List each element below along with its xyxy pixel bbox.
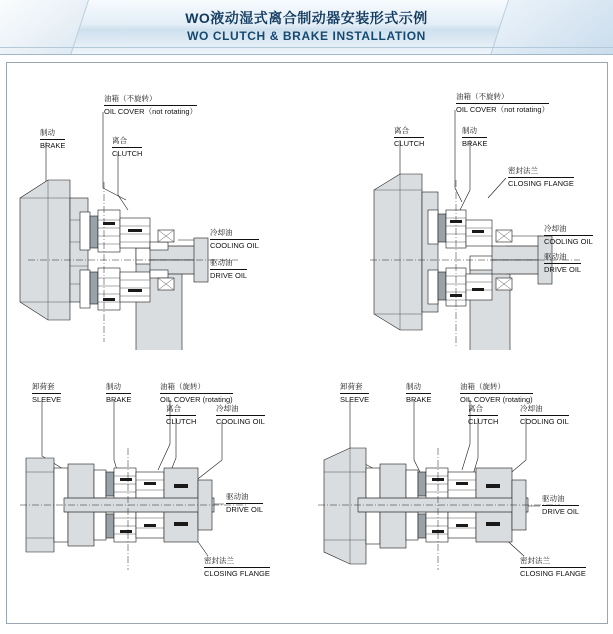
- callout-oil-cover: 油箱（旋转） OIL COVER (rotating): [160, 382, 233, 404]
- page-title-cn: WO液动湿式离合制动器安装形式示例: [185, 10, 428, 26]
- callout-drive-oil: 驱动油 DRIVE OIL: [226, 492, 264, 514]
- callout-brake: 制动 BRAKE: [462, 126, 488, 148]
- callout-clutch: 离合 CLUTCH: [468, 404, 499, 426]
- callout-closing-flange: 密封法兰 CLOSING FLANGE: [520, 556, 586, 578]
- callout-closing-flange: 密封法兰 CLOSING FLANGE: [508, 166, 574, 188]
- figure-top-right: [310, 70, 605, 350]
- page-title-en: WO CLUTCH & BRAKE INSTALLATION: [187, 29, 426, 43]
- callout-brake: 制动 BRAKE: [40, 128, 66, 150]
- header-banner: [0, 0, 613, 55]
- callout-cooling-oil: 冷却油 COOLING OIL: [216, 404, 265, 426]
- callout-cooling-oil: 冷却油 COOLING OIL: [544, 224, 593, 246]
- callout-drive-oil: 驱动油 DRIVE OIL: [210, 258, 248, 280]
- callout-cooling-oil: 冷却油 COOLING OIL: [210, 228, 259, 250]
- callout-drive-oil: 驱动油 DRIVE OIL: [544, 252, 582, 274]
- callout-sleeve: 卸荷套 SLEEVE: [32, 382, 62, 404]
- callout-oil-cover: 油箱（旋转） OIL COVER (rotating): [460, 382, 533, 404]
- callout-drive-oil: 驱动油 DRIVE OIL: [542, 494, 580, 516]
- callout-brake: 制动 BRAKE: [106, 382, 132, 404]
- callout-clutch: 离合 CLUTCH: [112, 136, 143, 158]
- callout-oil-cover: 油箱（不旋转） OIL COVER（not rotating）: [104, 94, 198, 116]
- callout-brake: 制动 BRAKE: [406, 382, 432, 404]
- callout-clutch: 离合 CLUTCH: [394, 126, 425, 148]
- callout-clutch: 离合 CLUTCH: [166, 404, 197, 426]
- figure-bottom-right: [310, 360, 605, 618]
- banner-rule: [0, 47, 613, 48]
- callout-closing-flange: 密封法兰 CLOSING FLANGE: [204, 556, 270, 578]
- callout-cooling-oil: 冷却油 COOLING OIL: [520, 404, 569, 426]
- figure-top-left: [8, 70, 303, 350]
- callout-sleeve: 卸荷套 SLEEVE: [340, 382, 370, 404]
- callout-oil-cover: 油箱（不旋转） OIL COVER（not rotating）: [456, 92, 550, 114]
- figure-bottom-left: [8, 360, 303, 618]
